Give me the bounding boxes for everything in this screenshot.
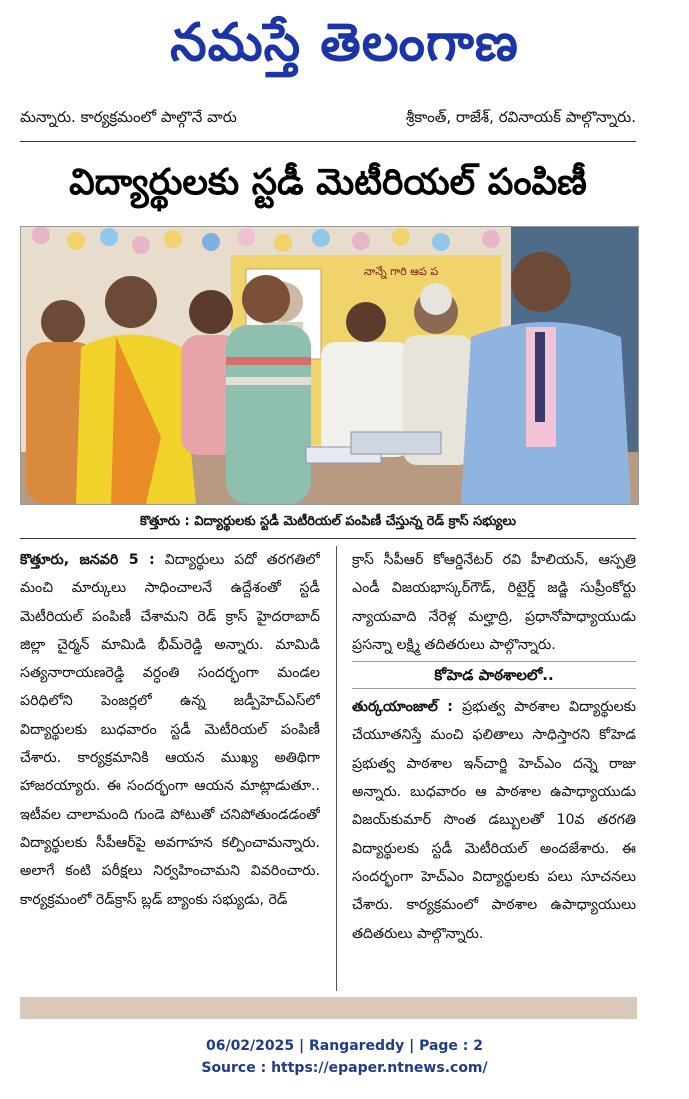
sub-article-heading: కోహెడ పాఠశాలలో..: [352, 661, 636, 689]
next-article-photo-strip: [20, 997, 637, 1019]
sub-article-dateline: తుర్కయాంజాల్ :: [352, 699, 453, 716]
article-dateline: కొత్తూరు, జనవరి 5 :: [20, 552, 155, 568]
banner-text: నాన్నే గారి ఆప ప: [363, 265, 439, 278]
article-column-right: [352, 546, 636, 991]
newspaper-masthead: నమస్తే తెలంగాణ: [170, 13, 519, 73]
photo-caption: కొత్తూరు : విద్యార్థులకు స్టడీ మెటీరియల్ పంపిణీ చేస్తున్న రెడ్ క్రాస్ సభ్యులు: [139, 514, 517, 529]
column-divider: [336, 546, 337, 991]
article-body-right-2: ప్రభుత్వ పాఠశాల విద్యార్థులకు చేయూతనిస్తే మంచి ఫలితాలు సాధిస్తారని కోహెడ ప్రభుత్వ పాఠశాల ఇన్‌చార్జి హెచ్ఎం దన్నె రాజు అన్నారు. బుధవారం ఆ పాఠశాల ఉపాధ్యాయుడు విజయ్‌కుమార్ సొంత డబ్బులతో 10వ తరగతి విద్యార్థులకు స్టడీ మెటీరియల్ అందజేశారు. ఈ సందర్భంగా హెచ్ఎం విద్యార్థులకు పలు సూచనలు చేశారు. కార్యక్రమంలో పాఠశాల ఉపాధ్యాయులు తదితరులు పాల్గొన్నారు.: [352, 699, 636, 942]
article-headline: విద్యార్థులకు స్టడీ మెటీరియల్ పంపిణీ: [69, 162, 587, 203]
caption-divider: [20, 538, 636, 539]
previous-article-right-text: శ్రీకాంత్, రాజేశ్, రవినాయక్ పాల్గొన్నారు.: [406, 108, 636, 126]
footer-source-link[interactable]: Source : https://epaper.ntnews.com/: [201, 1060, 488, 1076]
top-divider: [20, 141, 636, 142]
photo-illustration: [21, 227, 638, 504]
footer-edition-info: 06/02/2025 | Rangareddy | Page : 2: [205, 1038, 484, 1054]
article-body-right-1: క్రాస్ సీపీఆర్ కోఆర్డినేటర్ రవి హీలియన్, ఆస్పత్రి ఎండీ విజయభాస్కర్‌గౌడ్, రిటైర్డ్ జడ్జి సుప్రీంకోర్టు న్యాయవాది నేరెళ్ల మల్హాద్రి, ప్రధానోపాధ్యాయుడు ప్రసన్నా లక్ష్మి తదితరులు పాల్గొన్నారు.: [352, 552, 636, 653]
article-body-left: విద్యార్థులు పదో తరగతిలో మంచి మార్కులు సాధించాలనే ఉద్దేశంతో స్టడీ మెటీరియల్ పంపిణీ చేశామని రెడ్ క్రాస్ హైదరాబాద్ జిల్లా చైర్మన్ మామిడి భీమ్‌రెడ్డి అన్నారు. మామిడి సత్యనారాయణరెడ్డి వర్ధంతి సందర్భంగా మండల పరిధిలోని పెంజర్లలో ఉన్న జడ్పీహెచ్ఎస్‌లో విద్యార్థులకు బుధవారం స్టడీ మెటీరియల్ పంపిణీ చేశారు. కార్యక్రమానికి ఆయన ముఖ్య అతిథిగా హాజరయ్యారు. ఈ సందర్భంగా ఆయన మాట్లాడుతూ.. ఇటీవల చాలామంది గుండె పోటుతో చనిపోతుండడంతో విద్యార్థులకు సీపీఆర్‌పై అవగాహన కల్పించామన్నారు. అలాగే కంటి పరీక్షలు నిర్వహించామని వివరించారు. కార్యక్రమంలో రెడ్‌క్రాస్ బ్లడ్ బ్యాంకు సభ్యుడు, రెడ్: [20, 552, 320, 908]
previous-article-tail: [20, 104, 636, 130]
previous-article-left-text: మన్నారు. కార్యక్రమంలో పాల్గొనే వారు: [20, 108, 237, 126]
article-photo: [20, 226, 639, 505]
article-column-left: [20, 546, 320, 991]
